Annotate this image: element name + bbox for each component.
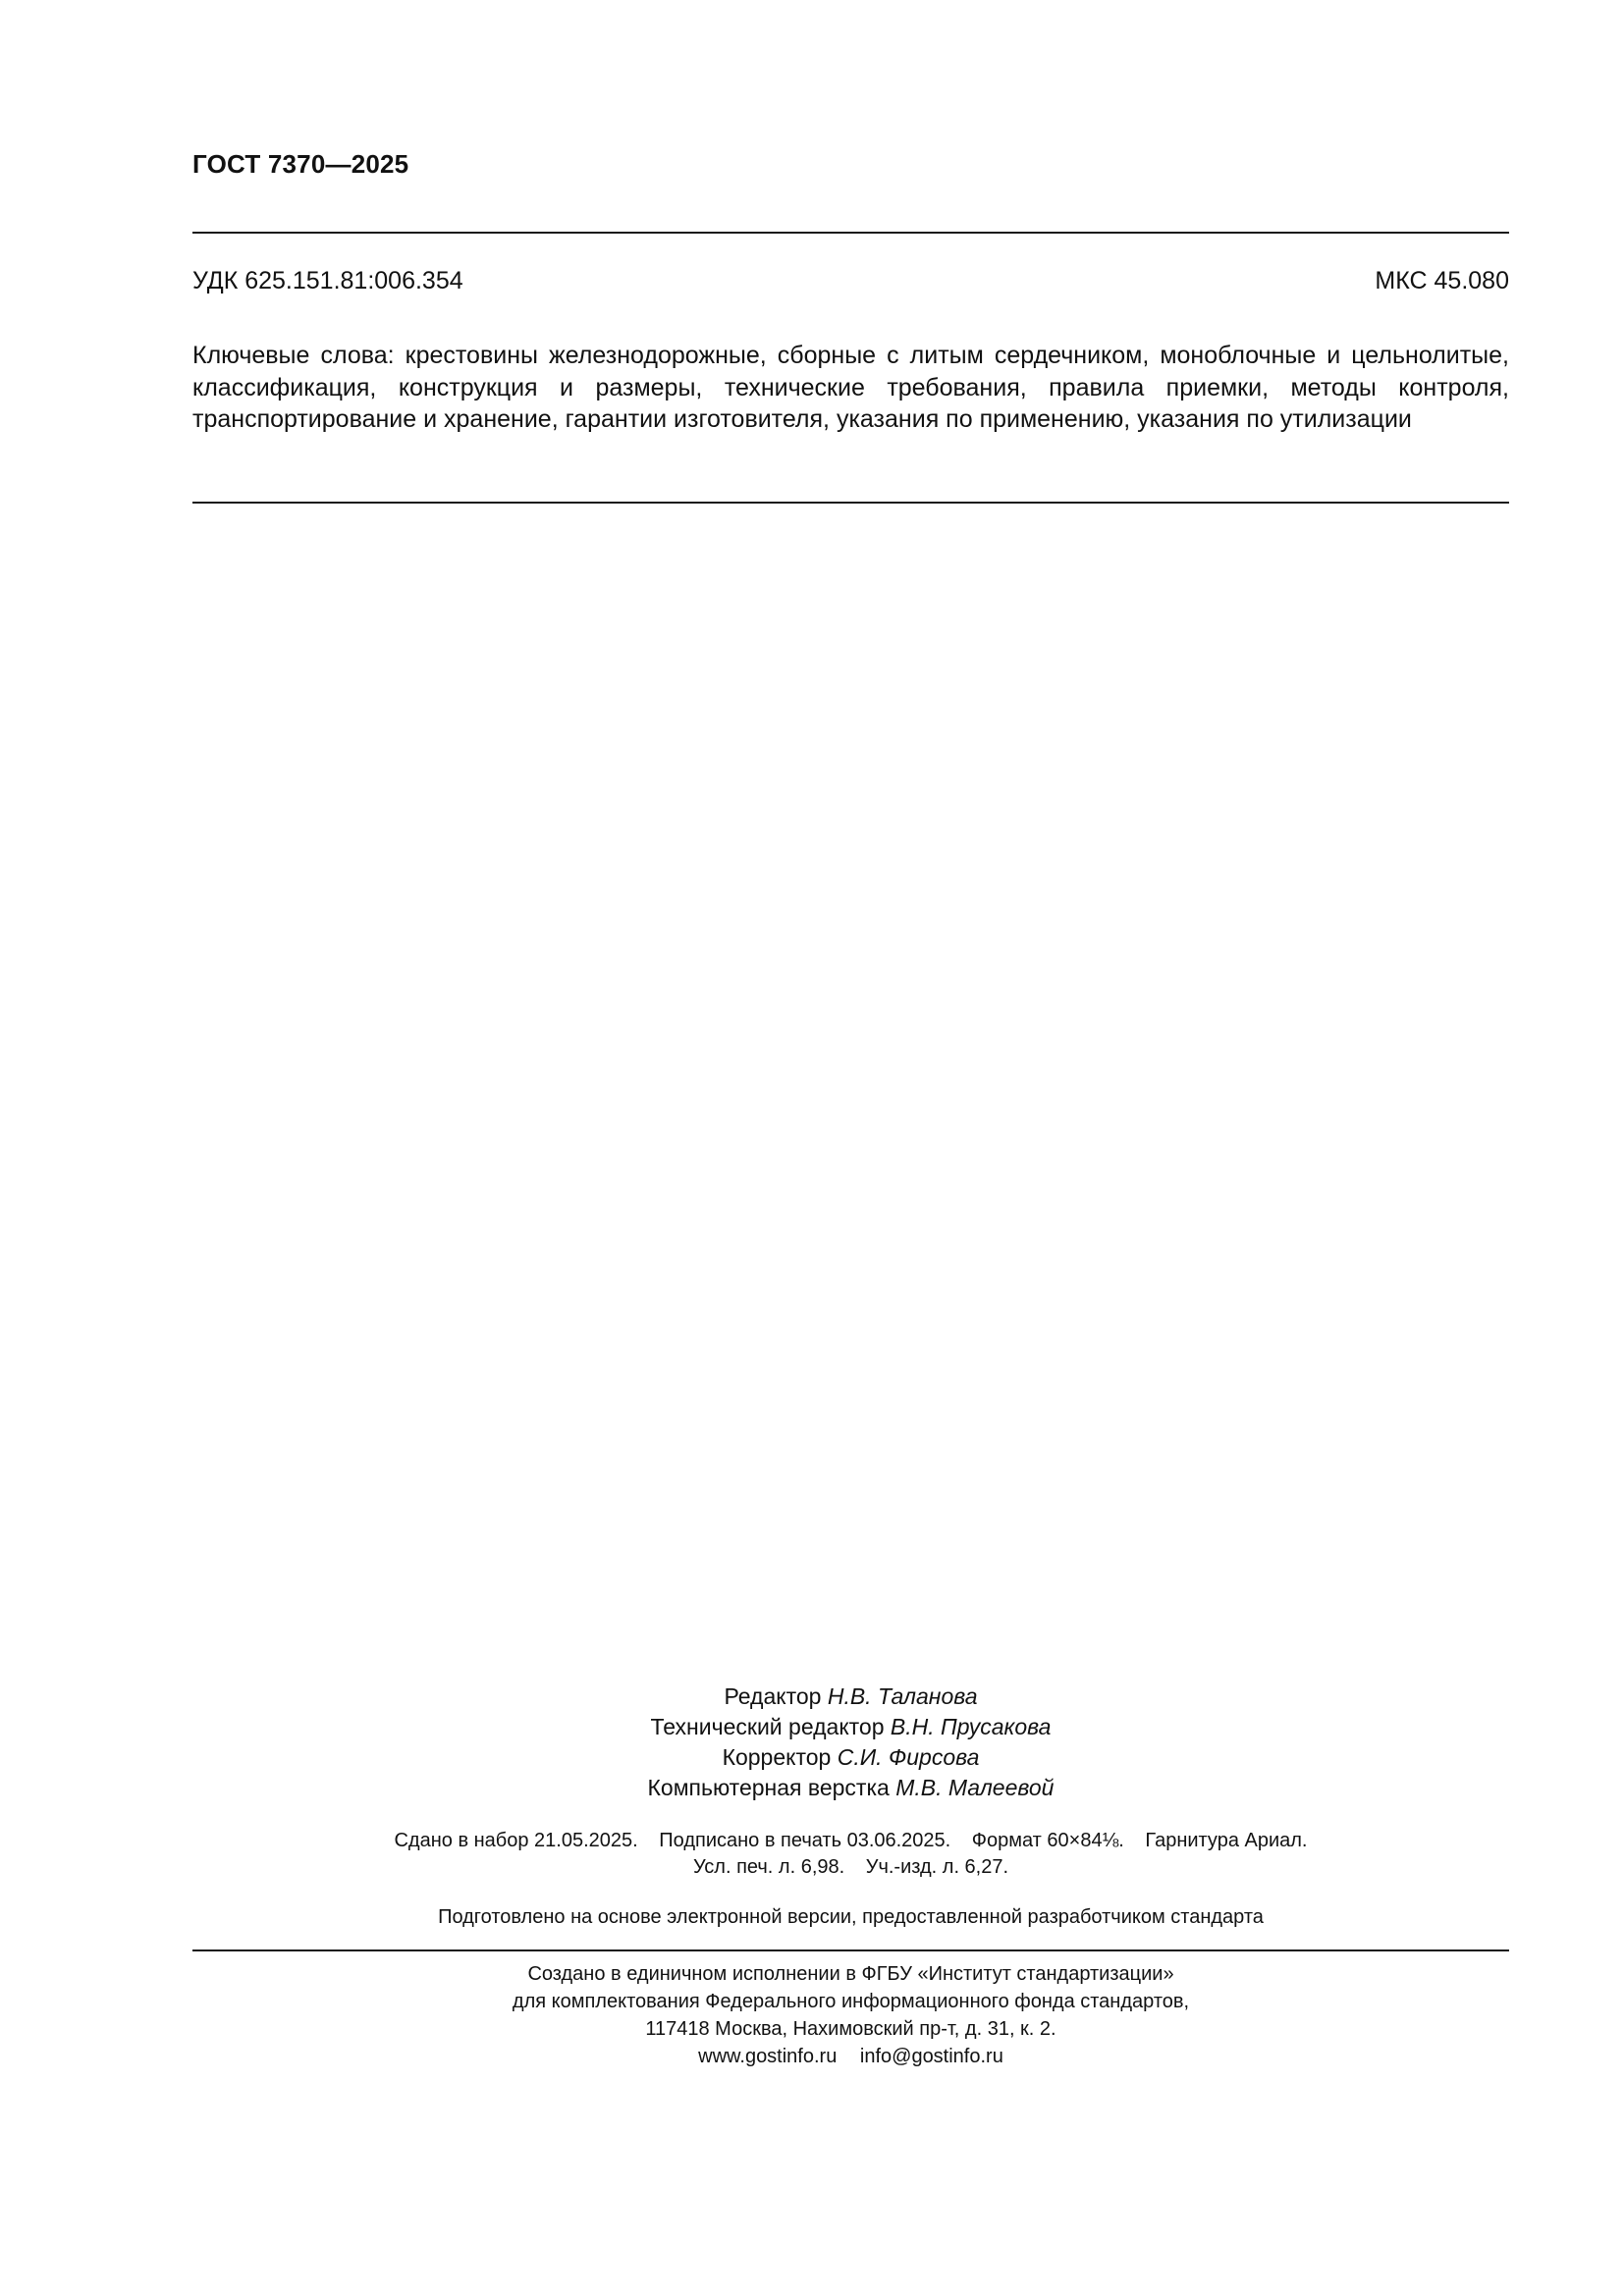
- keywords-paragraph: Ключевые слова: крестовины железнодорожные, сборные с литым сердечником, моноблочные и цельнолитые, классификация, конструкция и размеры, технические требования, правила приемки, методы контроля, транспортирование и хранение, гарантии изготовителя, указания по применению, указания по утилизации: [192, 342, 1509, 433]
- credit-name: М.В. Малеевой: [895, 1775, 1055, 1800]
- footer-line-3: 117418 Москва, Нахимовский пр-т, д. 31, к. 2.: [645, 2018, 1056, 2040]
- prepared-note: Подготовлено на основе электронной версии, предоставленной разработчиком стандарта: [438, 1906, 1264, 1928]
- udk-code: УДК 625.151.81:006.354: [192, 267, 463, 294]
- credit-line: [192, 1742, 1509, 1773]
- credit-name: С.И. Фирсова: [837, 1744, 980, 1770]
- standard-code: ГОСТ 7370—2025: [192, 149, 409, 179]
- publisher-footer: [192, 1960, 1509, 2070]
- publisher-sheets: Уч.-изд. л. 6,27.: [865, 1856, 1009, 1878]
- credit-name: В.Н. Прусакова: [890, 1714, 1052, 1739]
- signed-date: Подписано в печать 03.06.2025.: [659, 1830, 951, 1851]
- footer-divider: [192, 1949, 1509, 1951]
- footer-line-2: для комплектования Федерального информационного фонда стандартов,: [512, 1991, 1190, 2012]
- top-divider: [192, 232, 1509, 234]
- mks-code: МКС 45.080: [1375, 267, 1509, 294]
- credits-block: [192, 1682, 1509, 1803]
- credit-line: [192, 1682, 1509, 1712]
- credit-role: Компьютерная верстка: [647, 1775, 890, 1800]
- credit-role: Корректор: [722, 1744, 832, 1770]
- footer-links: [192, 2043, 1509, 2070]
- classification-row: [192, 267, 1509, 295]
- print-info-line-2: [192, 1854, 1509, 1881]
- credit-line: [192, 1773, 1509, 1803]
- credit-role: Редактор: [724, 1683, 822, 1709]
- email-link[interactable]: info@gostinfo.ru: [859, 2046, 1003, 2067]
- print-info-block: [192, 1828, 1509, 1881]
- website-link[interactable]: www.gostinfo.ru: [698, 2046, 838, 2067]
- footer-line-1: Создано в единичном исполнении в ФГБУ «Институт стандартизации»: [527, 1963, 1174, 1985]
- typeface: Гарнитура Ариал.: [1145, 1830, 1308, 1851]
- credit-role: Технический редактор: [650, 1714, 885, 1739]
- print-info-line-1: [192, 1828, 1509, 1854]
- paper-format: Формат 60×84⅛.: [971, 1830, 1124, 1851]
- printed-sheets: Усл. печ. л. 6,98.: [692, 1856, 845, 1878]
- keywords-divider: [192, 502, 1509, 504]
- credit-name: Н.В. Таланова: [827, 1683, 978, 1709]
- credit-line: [192, 1712, 1509, 1742]
- submitted-date: Сдано в набор 21.05.2025.: [394, 1830, 638, 1851]
